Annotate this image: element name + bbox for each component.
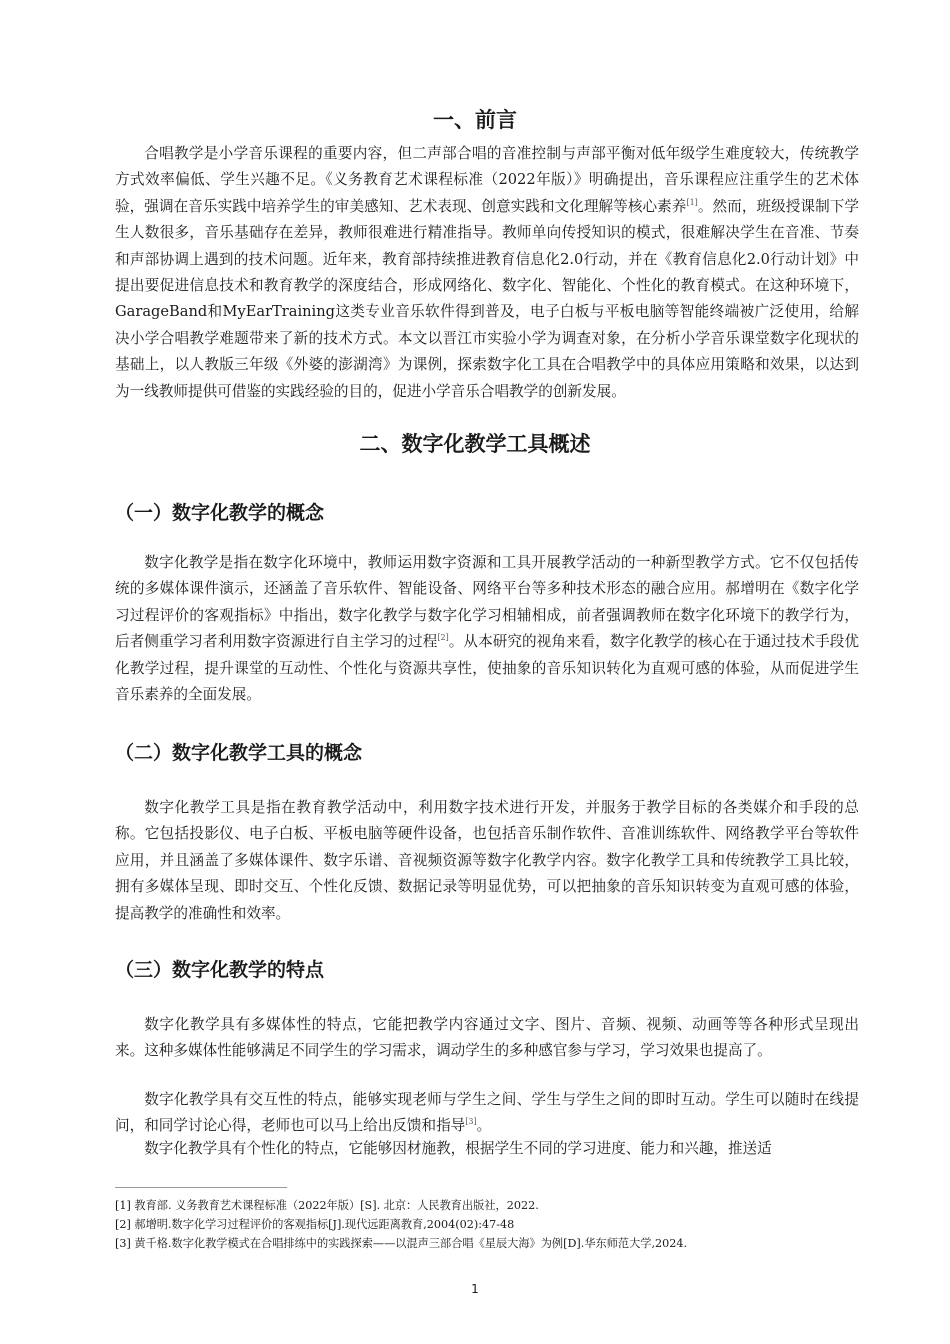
subsection-title-concept: （一）数字化教学的概念 <box>115 502 325 524</box>
footnote-divider <box>115 1187 287 1188</box>
subsection-title-tools: （二）数字化教学工具的概念 <box>115 742 363 764</box>
paragraph-feature-interactive-text-b: 。 <box>476 1117 492 1135</box>
footnotes <box>115 1196 875 1253</box>
paragraph-feature-interactive-text-a: 数字化教学具有交互性的特点，能够实现老师与学生之间、学生与学生之间的即时互动。学生可以随时在线提问，和同学讨论心得，老师也可以马上给出反馈和指导 <box>115 1091 859 1135</box>
paragraph-feature-multimedia: 数字化教学具有多媒体性的特点，它能把教学内容通过文字、图片、音频、视频、动画等等各种形式呈现出来。这种多媒体性能够满足不同学生的学习需求，调动学生的多种感官参与学习，学习效果也提高了。 <box>115 1016 859 1060</box>
paragraph-concept-text-b: 。从本研究的视角来看，数字化教学的核心在于通过技术手段优化教学过程，提升课堂的互动性、个性化与资源共享性，使抽象的音乐知识转化为直观可感的体验，从而促进学生音乐素养的全面发展。 <box>115 633 859 704</box>
paragraph-intro <box>115 141 859 405</box>
footnote-3: [3] 黄千格.数字化教学模式在合唱排练中的实践探索——以混声三部合唱《星辰大海》为例[D].华东师范大学,2024. <box>115 1237 688 1250</box>
section-title-overview: 二、数字化教学工具概述 <box>359 432 591 456</box>
citation-1: [1] <box>686 197 698 207</box>
page-number: 1 <box>471 1282 479 1296</box>
paragraph-intro-text-b: 。然而，班级授课制下学生人数很多，音乐基础存在差异，教师很难进行精准指导。教师单向传授知识的模式，很难解决学生在音准、节奏和声部协调上遇到的技术问题。近年来，教育部持续推进教育信息化2.0行动，并在《教育信息化2.0行动计划》中提出要促进信息技术和教育教学的深度结合，形成网络化、数字化、智能化、个性化的教育模式。在这种环境下，GarageBand和MyEarTraining这类专业音乐软件得到普及，电子白板与平板电脑等智能终端被广泛使用，给解决小学合唱教学难题带来了新的技术方式。本文以晋江市实验小学为调查对象，在分析小学音乐课堂数字化现状的基础上，以人教版三年级《外婆的澎湖湾》为课例，探索数字化工具在合唱教学中的具体应用策略和效果，以达到为一线教师提供可借鉴的实践经验的目的，促进小学音乐合唱教学的创新发展。 <box>115 197 859 400</box>
paragraph-feature-personalized: 数字化教学具有个性化的特点，它能够因材施教，根据学生不同的学习进度、能力和兴趣，推送适 <box>144 1140 772 1157</box>
citation-3: [3] <box>465 1117 477 1127</box>
paragraph-concept-text-a: 数字化教学是指在数字化环境中，教师运用数字资源和工具开展教学活动的一种新型教学方式。它不仅包括传统的多媒体课件演示，还涵盖了音乐软件、智能设备、网络平台等多种技术形态的融合应用。郝增明在《数字化学习过程评价的客观指标》中指出，数字化教学与数字化学习相辅相成，前者强调教师在数字化环境下的教学行为，后者侧重学习者利用数字资源进行自主学习的过程 <box>115 554 859 651</box>
paragraph-tools: 数字化教学工具是指在教育教学活动中，利用数字技术进行开发，并服务于教学目标的各类媒介和手段的总称。它包括投影仪、电子白板、平板电脑等硬件设备，也包括音乐制作软件、音准训练软件、网络教学平台等软件应用，并且涵盖了多媒体课件、数字乐谱、音视频资源等数字化教学内容。数字化教学工具和传统教学工具比较，拥有多媒体呈现、即时交互、个性化反馈、数据记录等明显优势，可以把抽象的音乐知识转变为直观可感的体验，提高教学的准确性和效率。 <box>115 799 859 922</box>
citation-2: [2] <box>437 633 449 643</box>
paragraph-feature-interactive <box>115 1087 859 1140</box>
footnote-2: [2] 郝增明.数字化学习过程评价的客观指标[J].现代远距离教育,2004(02):47-48 <box>115 1218 515 1231</box>
section-title-preface: 一、前言 <box>433 108 517 132</box>
subsection-title-features: （三）数字化教学的特点 <box>115 959 325 981</box>
paragraph-concept <box>115 550 859 708</box>
paragraph-intro-text-a: 合唱教学是小学音乐课程的重要内容，但二声部合唱的音准控制与声部平衡对低年级学生难度较大，传统教学方式效率偏低、学生兴趣不足。《义务教育艺术课程标准（2022年版）》明确提出，音乐课程应注重学生的艺术体验，强调在音乐实践中培养学生的审美感知、艺术表现、创意实践和文化理解等核心素养 <box>115 145 859 215</box>
footnote-1: [1] 教育部. 义务教育艺术课程标准（2022年版）[S]. 北京：人民教育出版社，2022. <box>115 1199 539 1212</box>
